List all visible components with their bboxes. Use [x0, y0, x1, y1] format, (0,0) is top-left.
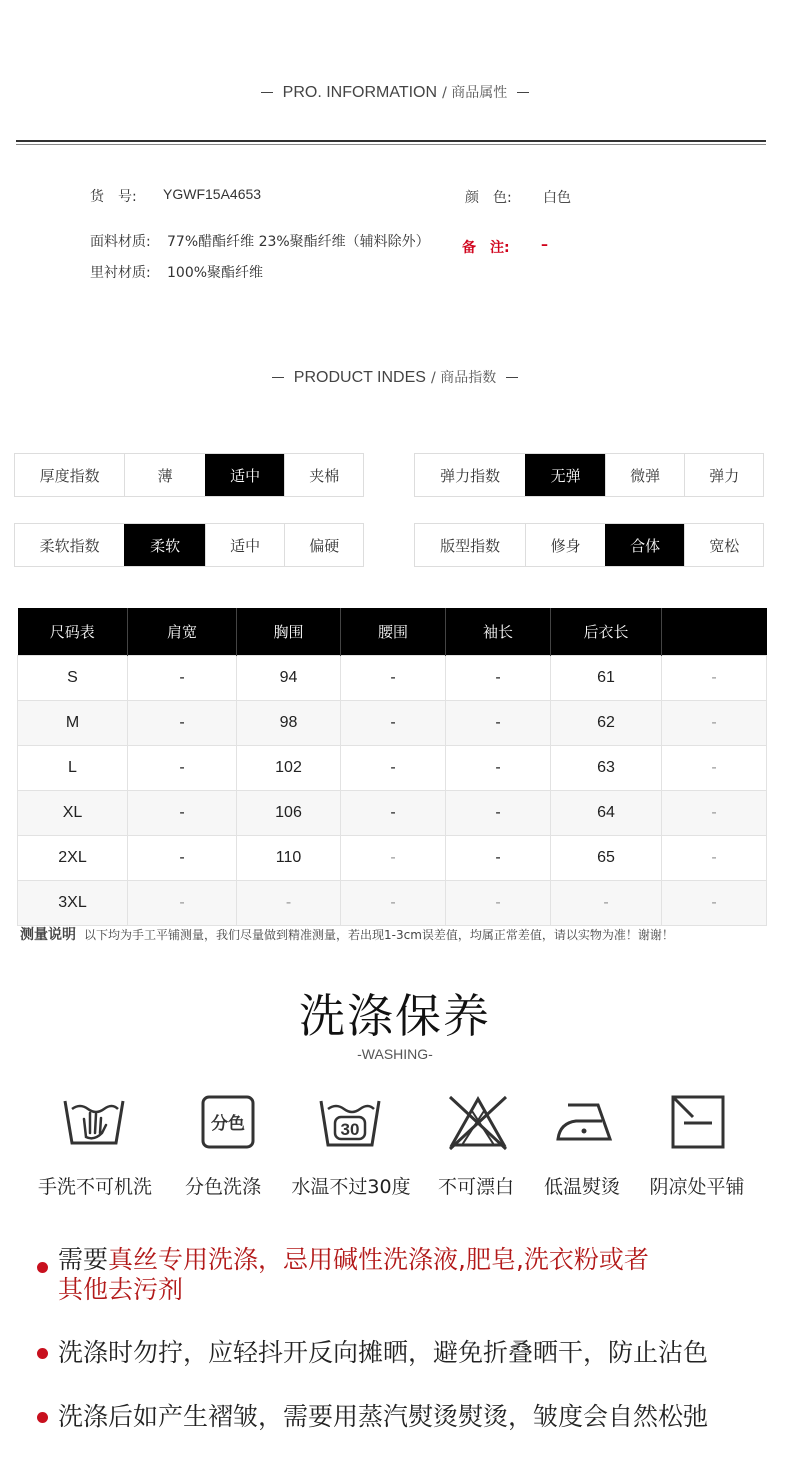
table-cell: 110: [237, 836, 341, 881]
header-cell: 尺码表: [18, 608, 128, 656]
fabric-value: 77%醋酯纤维 23%聚酯纤维（辅料除外）: [167, 234, 430, 250]
index-label: 版型指数: [440, 536, 501, 555]
index-thickness: [14, 453, 364, 497]
header-cell: 肩宽: [128, 608, 237, 656]
item-no-value: YGWF15A4653: [163, 186, 262, 202]
index-elasticity: [414, 453, 764, 497]
title-dash: [261, 92, 273, 94]
table-row: [18, 836, 767, 881]
table-cell: L: [18, 746, 128, 791]
washing-subtitle: -WASHING-: [357, 1046, 433, 1062]
index-option-selected: 适中: [205, 454, 285, 496]
section-title-en: PRO. INFORMATION: [282, 84, 438, 101]
measure-note-title: 测量说明: [20, 927, 76, 943]
table-cell: -: [128, 746, 237, 791]
no-bleach-icon: [446, 1093, 510, 1151]
care-note-3: 洗涤后如产生褶皱，需要用蒸汽熨烫熨烫，皱度会自然松弛: [58, 1402, 709, 1431]
index-option: 弹力: [684, 454, 763, 496]
table-cell: 106: [237, 791, 341, 836]
table-cell: -: [128, 836, 237, 881]
table-cell: 61: [551, 656, 662, 701]
table-cell: -: [446, 791, 551, 836]
table-cell: -: [662, 791, 767, 836]
title-dash: [506, 377, 518, 379]
table-cell: -: [341, 746, 446, 791]
lining-value: 100%聚酯纤维: [167, 265, 264, 281]
table-cell: -: [662, 881, 767, 926]
index-option-selected: 合体: [605, 524, 685, 566]
size-table-header: [18, 608, 767, 656]
section-title-en: PRODUCT INDES: [293, 369, 426, 386]
wash-label-dry-flat: 阴凉处平铺: [649, 1176, 745, 1198]
table-cell: -: [341, 701, 446, 746]
index-option: 宽松: [684, 524, 763, 566]
wash-label-30: 水温不过30度: [291, 1176, 411, 1198]
header-cell: 胸围: [237, 608, 341, 656]
table-cell: -: [662, 746, 767, 791]
index-option: 薄: [124, 454, 205, 496]
remark-value: –: [541, 237, 548, 253]
table-cell: -: [341, 791, 446, 836]
wash-30-icon: [318, 1093, 382, 1151]
index-option: 夹棉: [284, 454, 363, 496]
index-option: 修身: [525, 524, 605, 566]
color-value: 白色: [543, 190, 571, 206]
table-cell: 2XL: [18, 836, 128, 881]
table-cell: 94: [237, 656, 341, 701]
washing-title: 洗涤保养: [299, 989, 491, 1043]
table-cell: -: [446, 746, 551, 791]
table-cell: -: [237, 881, 341, 926]
header-cell: 后衣长: [551, 608, 662, 656]
care-note-highlight: 真丝专用洗涤，忌用碱性洗涤液,肥皂,洗衣粉或者: [108, 1245, 649, 1274]
hand-wash-icon: [62, 1093, 126, 1151]
color-label: 颜 色:: [465, 190, 512, 206]
table-cell: -: [341, 836, 446, 881]
header-cell: 腰围: [341, 608, 446, 656]
care-note-1: [58, 1245, 649, 1305]
title-dash: [517, 92, 529, 94]
section-title-product-indes: [0, 367, 790, 387]
bullet-dot: [37, 1262, 48, 1273]
care-note-text: 需要: [58, 1245, 109, 1274]
remark-label: 备 注:: [462, 240, 510, 256]
table-cell: -: [662, 701, 767, 746]
header-cell: [662, 608, 767, 656]
svg-text:分色: 分色: [211, 1114, 245, 1134]
table-cell: -: [341, 881, 446, 926]
index-option-selected: 柔软: [124, 524, 205, 566]
index-label: 厚度指数: [39, 466, 100, 485]
table-cell: -: [446, 701, 551, 746]
divider: [16, 140, 766, 142]
measure-note: [20, 924, 674, 944]
wash-label-hand: 手洗不可机洗: [37, 1176, 152, 1198]
section-title-zh: / 商品指数: [431, 370, 497, 386]
dry-flat-shade-icon: [667, 1093, 731, 1151]
table-cell: 63: [551, 746, 662, 791]
index-fit: [414, 523, 764, 567]
index-option: 偏硬: [284, 524, 363, 566]
wash-label-separate: 分色洗涤: [184, 1176, 261, 1198]
index-label: 柔软指数: [39, 536, 100, 555]
item-no-label: 货 号:: [90, 189, 137, 205]
table-cell: -: [128, 656, 237, 701]
table-cell: -: [128, 791, 237, 836]
table-cell: -: [128, 701, 237, 746]
wash-label-no-bleach: 不可漂白: [437, 1176, 514, 1198]
index-label: 弹力指数: [440, 466, 501, 485]
size-table: [17, 608, 767, 926]
title-dash: [272, 377, 284, 379]
index-softness: [14, 523, 364, 567]
table-cell: -: [341, 656, 446, 701]
table-cell: -: [446, 656, 551, 701]
separate-color-icon: [196, 1093, 260, 1151]
table-row: [18, 791, 767, 836]
table-cell: XL: [18, 791, 128, 836]
table-cell: -: [446, 881, 551, 926]
table-row: [18, 746, 767, 791]
wash-label-low-iron: 低温熨烫: [543, 1176, 620, 1198]
svg-text:30: 30: [340, 1120, 360, 1139]
bullet-dot: [37, 1412, 48, 1423]
table-cell: -: [662, 836, 767, 881]
lining-label: 里衬材质:: [90, 265, 151, 281]
table-cell: 65: [551, 836, 662, 881]
table-cell: -: [662, 656, 767, 701]
care-note-highlight: 其他去污剂: [58, 1275, 184, 1304]
section-title-zh: / 商品属性: [442, 85, 508, 101]
table-row: [18, 881, 767, 926]
index-option-selected: 无弹: [525, 454, 605, 496]
section-title-pro-information: [0, 82, 790, 102]
index-option: 适中: [205, 524, 285, 566]
table-cell: -: [446, 836, 551, 881]
table-cell: -: [551, 881, 662, 926]
table-cell: 3XL: [18, 881, 128, 926]
table-cell: -: [128, 881, 237, 926]
fabric-label: 面料材质:: [90, 234, 151, 250]
measure-note-text: 以下均为手工平铺测量，我们尽量做到精准测量，若出现1-3cm误差值，均属正常差值，请以实物为准！谢谢！: [84, 928, 674, 942]
table-cell: S: [18, 656, 128, 701]
care-note-2: 洗涤时勿拧，应轻抖开反向摊晒，避免折叠晒干，防止沾色: [58, 1338, 709, 1367]
header-cell: 袖长: [446, 608, 551, 656]
low-iron-icon: [552, 1093, 616, 1151]
table-cell: M: [18, 701, 128, 746]
table-cell: 62: [551, 701, 662, 746]
divider: [16, 144, 766, 145]
table-row: [18, 656, 767, 701]
table-cell: 64: [551, 791, 662, 836]
bullet-dot: [37, 1348, 48, 1359]
table-cell: 102: [237, 746, 341, 791]
table-cell: 98: [237, 701, 341, 746]
index-option: 微弹: [605, 454, 685, 496]
table-row: [18, 701, 767, 746]
